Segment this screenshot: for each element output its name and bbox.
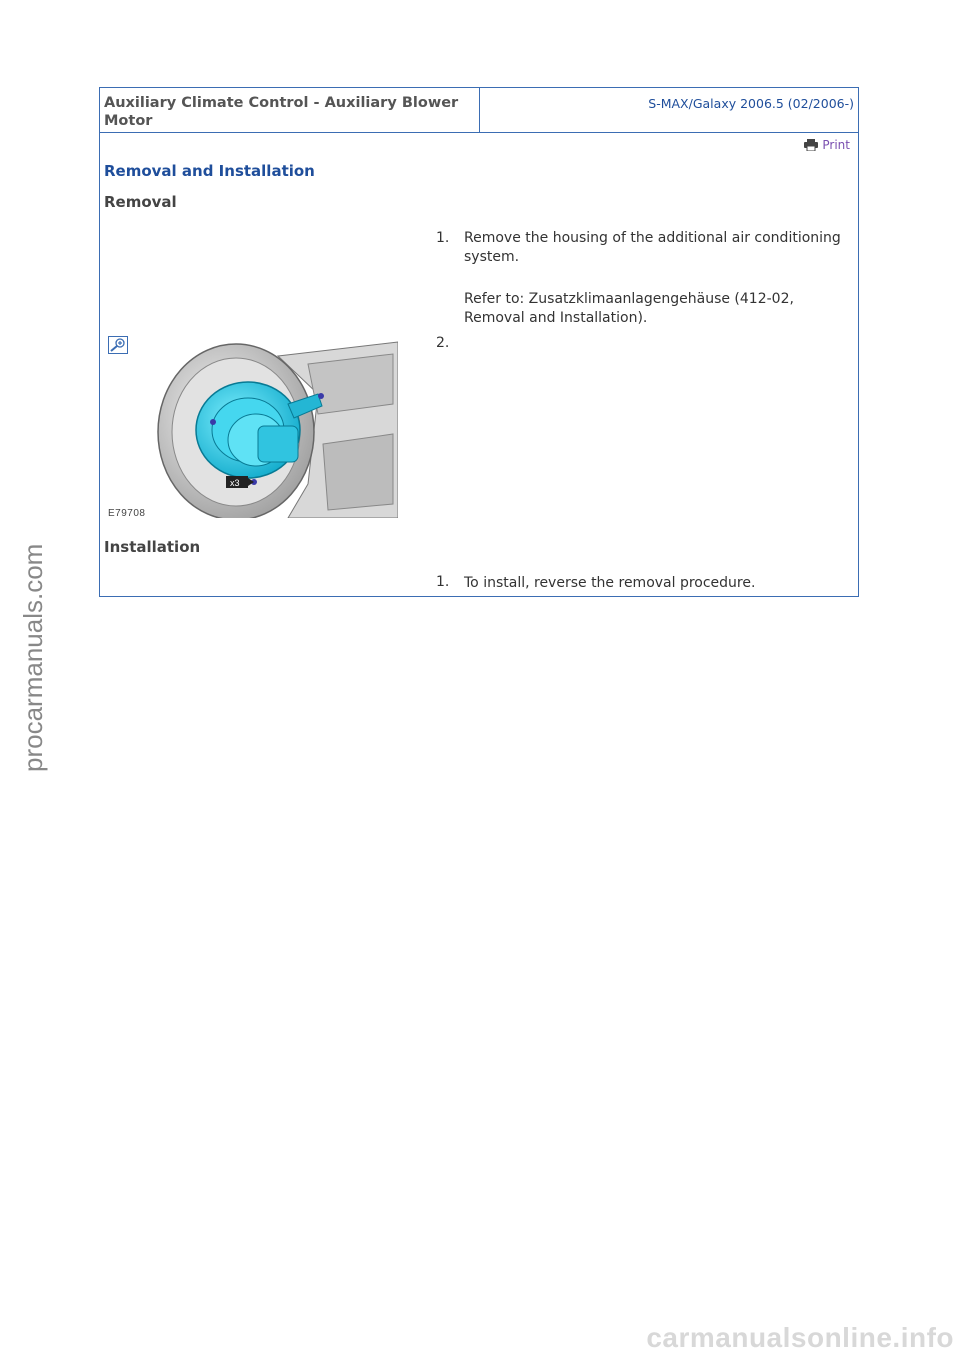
- model-label: S-MAX/Galaxy 2006.5 (02/2006-): [648, 96, 854, 111]
- blower-motor-figure: [108, 334, 398, 518]
- figure-id: E79708: [108, 508, 146, 518]
- installation-heading: Installation: [104, 538, 201, 556]
- page-title: Auxiliary Climate Control - Auxiliary Blower Motor: [104, 95, 459, 129]
- header: [100, 88, 858, 133]
- installation-step-1-text: To install, reverse the removal procedure.: [464, 575, 756, 591]
- installation-step-1-number: 1.: [436, 574, 450, 590]
- removal-heading: Removal: [104, 193, 177, 211]
- blower-motor-illustration: [108, 334, 398, 518]
- side-watermark: procarmanuals.com: [18, 543, 48, 772]
- removal-step-2-number: 2.: [436, 335, 450, 351]
- print-button[interactable]: [804, 138, 850, 152]
- removal-step-1-reference: Refer to: Zusatzklimaanlagengehäuse (412-02, Removal and Installation).: [464, 291, 794, 326]
- footer-watermark: carmanualsonline.info: [646, 1322, 954, 1353]
- printer-icon: [804, 139, 818, 151]
- print-label: Print: [822, 138, 850, 152]
- section-title: Removal and Installation: [104, 162, 315, 180]
- manual-page: [99, 87, 859, 597]
- removal-step-1-number: 1.: [436, 230, 450, 246]
- fastener-count-callout: x3: [230, 478, 240, 488]
- removal-step-1-text: Remove the housing of the additional air conditioning system.: [464, 230, 841, 265]
- magnify-plus-icon[interactable]: [108, 336, 128, 354]
- header-divider: [479, 88, 480, 132]
